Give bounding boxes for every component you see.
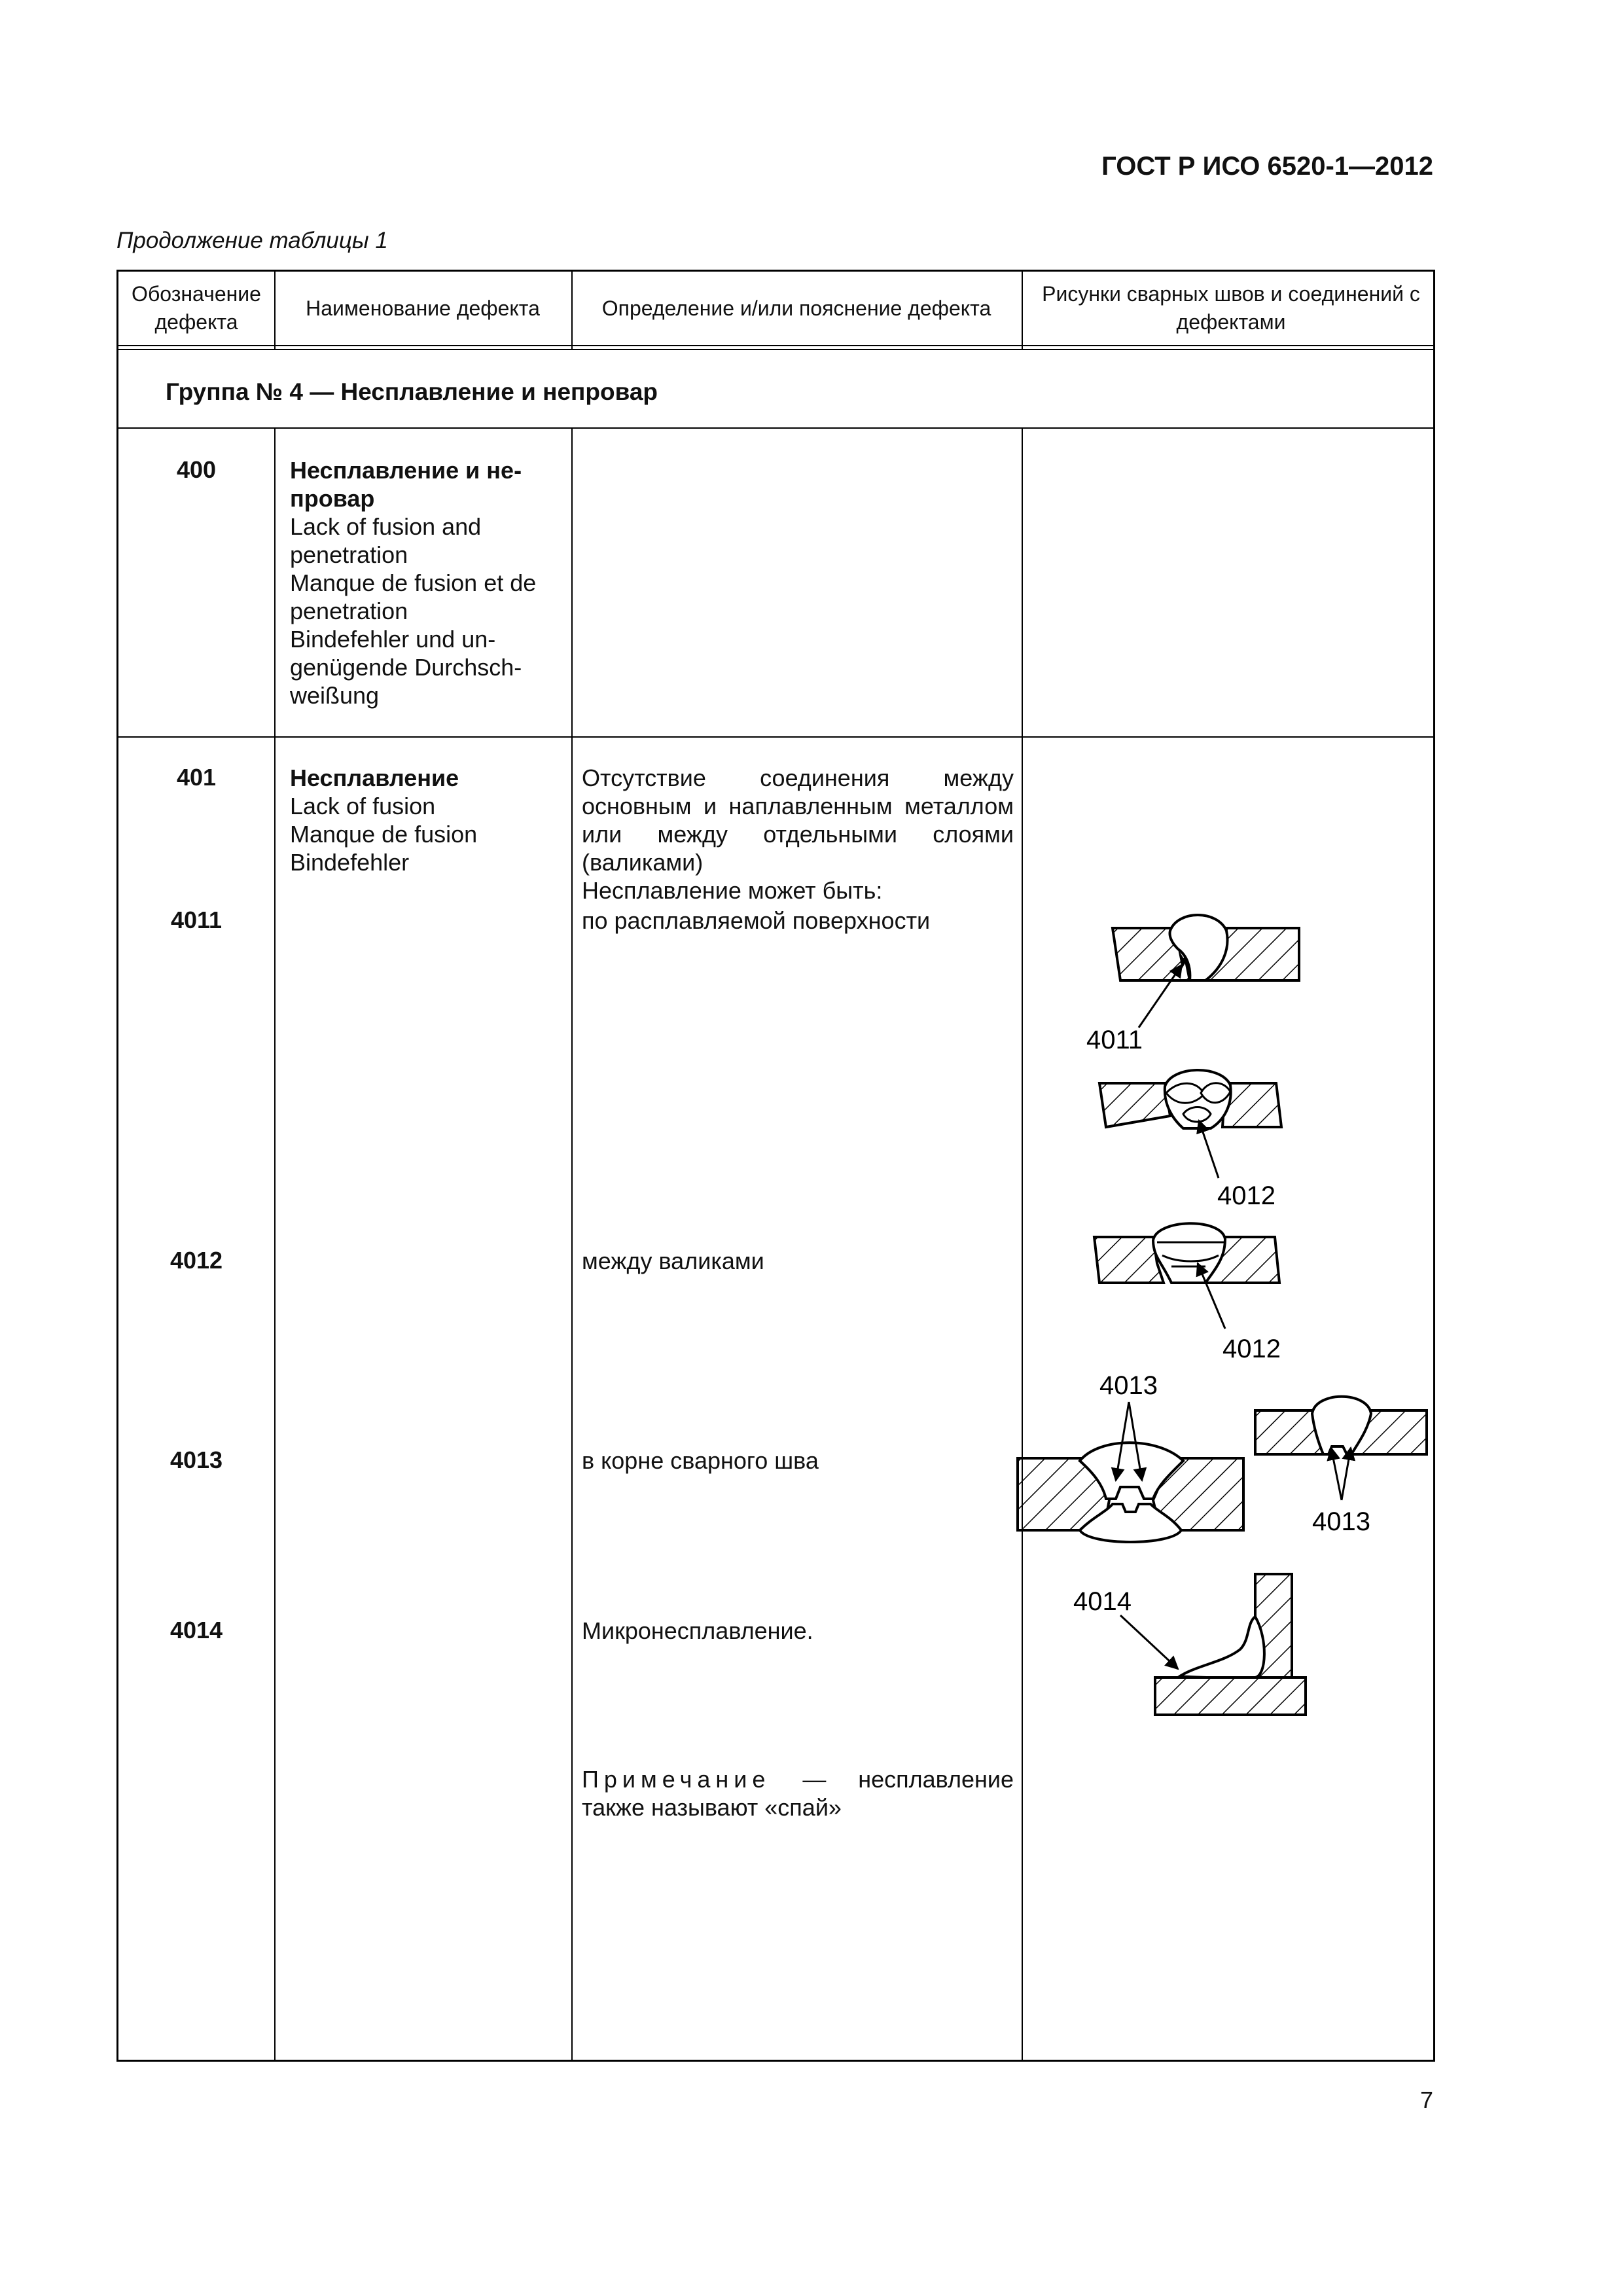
figure-4013-a: [1018, 1371, 1243, 1542]
figure-label-4012-b: 4012: [1222, 1335, 1281, 1363]
name-fr: Manque de fusion et de penetration: [290, 569, 537, 624]
name-ru: Несплавление: [290, 764, 459, 791]
name-ru: Несплавление и не-провар: [290, 457, 522, 512]
defect-code-4013: 4013: [169, 1446, 223, 1473]
figure-4012-b: [1094, 1223, 1281, 1363]
figure-label-4013-b: 4013: [1312, 1507, 1370, 1536]
definition-401-note: Несплавление может быть:: [582, 877, 883, 904]
column-header-code: Обозначение дефекта: [132, 282, 261, 334]
figure-4012-a: [1099, 1070, 1281, 1210]
note-text: — несплавление также называют «спай»: [582, 1766, 1014, 1821]
definition-4011: по расплавляемой поверхности: [582, 907, 931, 934]
figure-4014: [1073, 1574, 1306, 1715]
name-en: Lack of fusion: [290, 793, 436, 819]
defect-code-400: 400: [176, 456, 217, 483]
column-header-definition: Определение и/или пояснение дефекта: [601, 296, 991, 320]
standard-designation: ГОСТ Р ИСО 6520-1—2012: [1101, 152, 1433, 181]
column-header-name: Наименование дефекта: [306, 296, 540, 320]
definition-401: Отсутствие соединения между основным и наплавленным металлом или между отдельными слоями (валиками): [582, 764, 1014, 876]
table-continuation-caption: Продолжение таблицы 1: [116, 228, 388, 253]
figure-label-4013-a: 4013: [1099, 1371, 1158, 1400]
figure-label-4014: 4014: [1073, 1587, 1132, 1616]
name-de: Bindefehler: [290, 849, 410, 876]
figure-label-4011: 4011: [1086, 1026, 1143, 1054]
defect-code-4011: 4011: [170, 906, 223, 933]
name-en: Lack of fusion and penetration: [290, 513, 482, 568]
figure-4013-b: [1255, 1397, 1427, 1536]
definition-4014: Микронесплавление.: [582, 1617, 813, 1644]
note-keyword: Примечание: [582, 1766, 771, 1793]
defect-code-4012: 4012: [169, 1247, 223, 1274]
name-de: Bindefehler und un-genügende Durchsch-weißung: [290, 626, 522, 709]
figure-label-4012-a: 4012: [1217, 1181, 1275, 1210]
group-title: Группа № 4 — Несплавление и непровар: [166, 378, 658, 405]
defect-code-401: 401: [176, 764, 217, 791]
definition-4013: в корне сварного шва: [582, 1447, 819, 1474]
defect-code-4014: 4014: [169, 1617, 223, 1643]
name-fr: Manque de fusion: [290, 821, 478, 848]
definition-4012: между валиками: [582, 1247, 764, 1274]
page-number: 7: [1419, 2087, 1433, 2113]
figure-4011: [1086, 915, 1299, 1054]
column-header-figures: Рисунки сварных швов и соединений с дефектами: [1042, 282, 1420, 334]
